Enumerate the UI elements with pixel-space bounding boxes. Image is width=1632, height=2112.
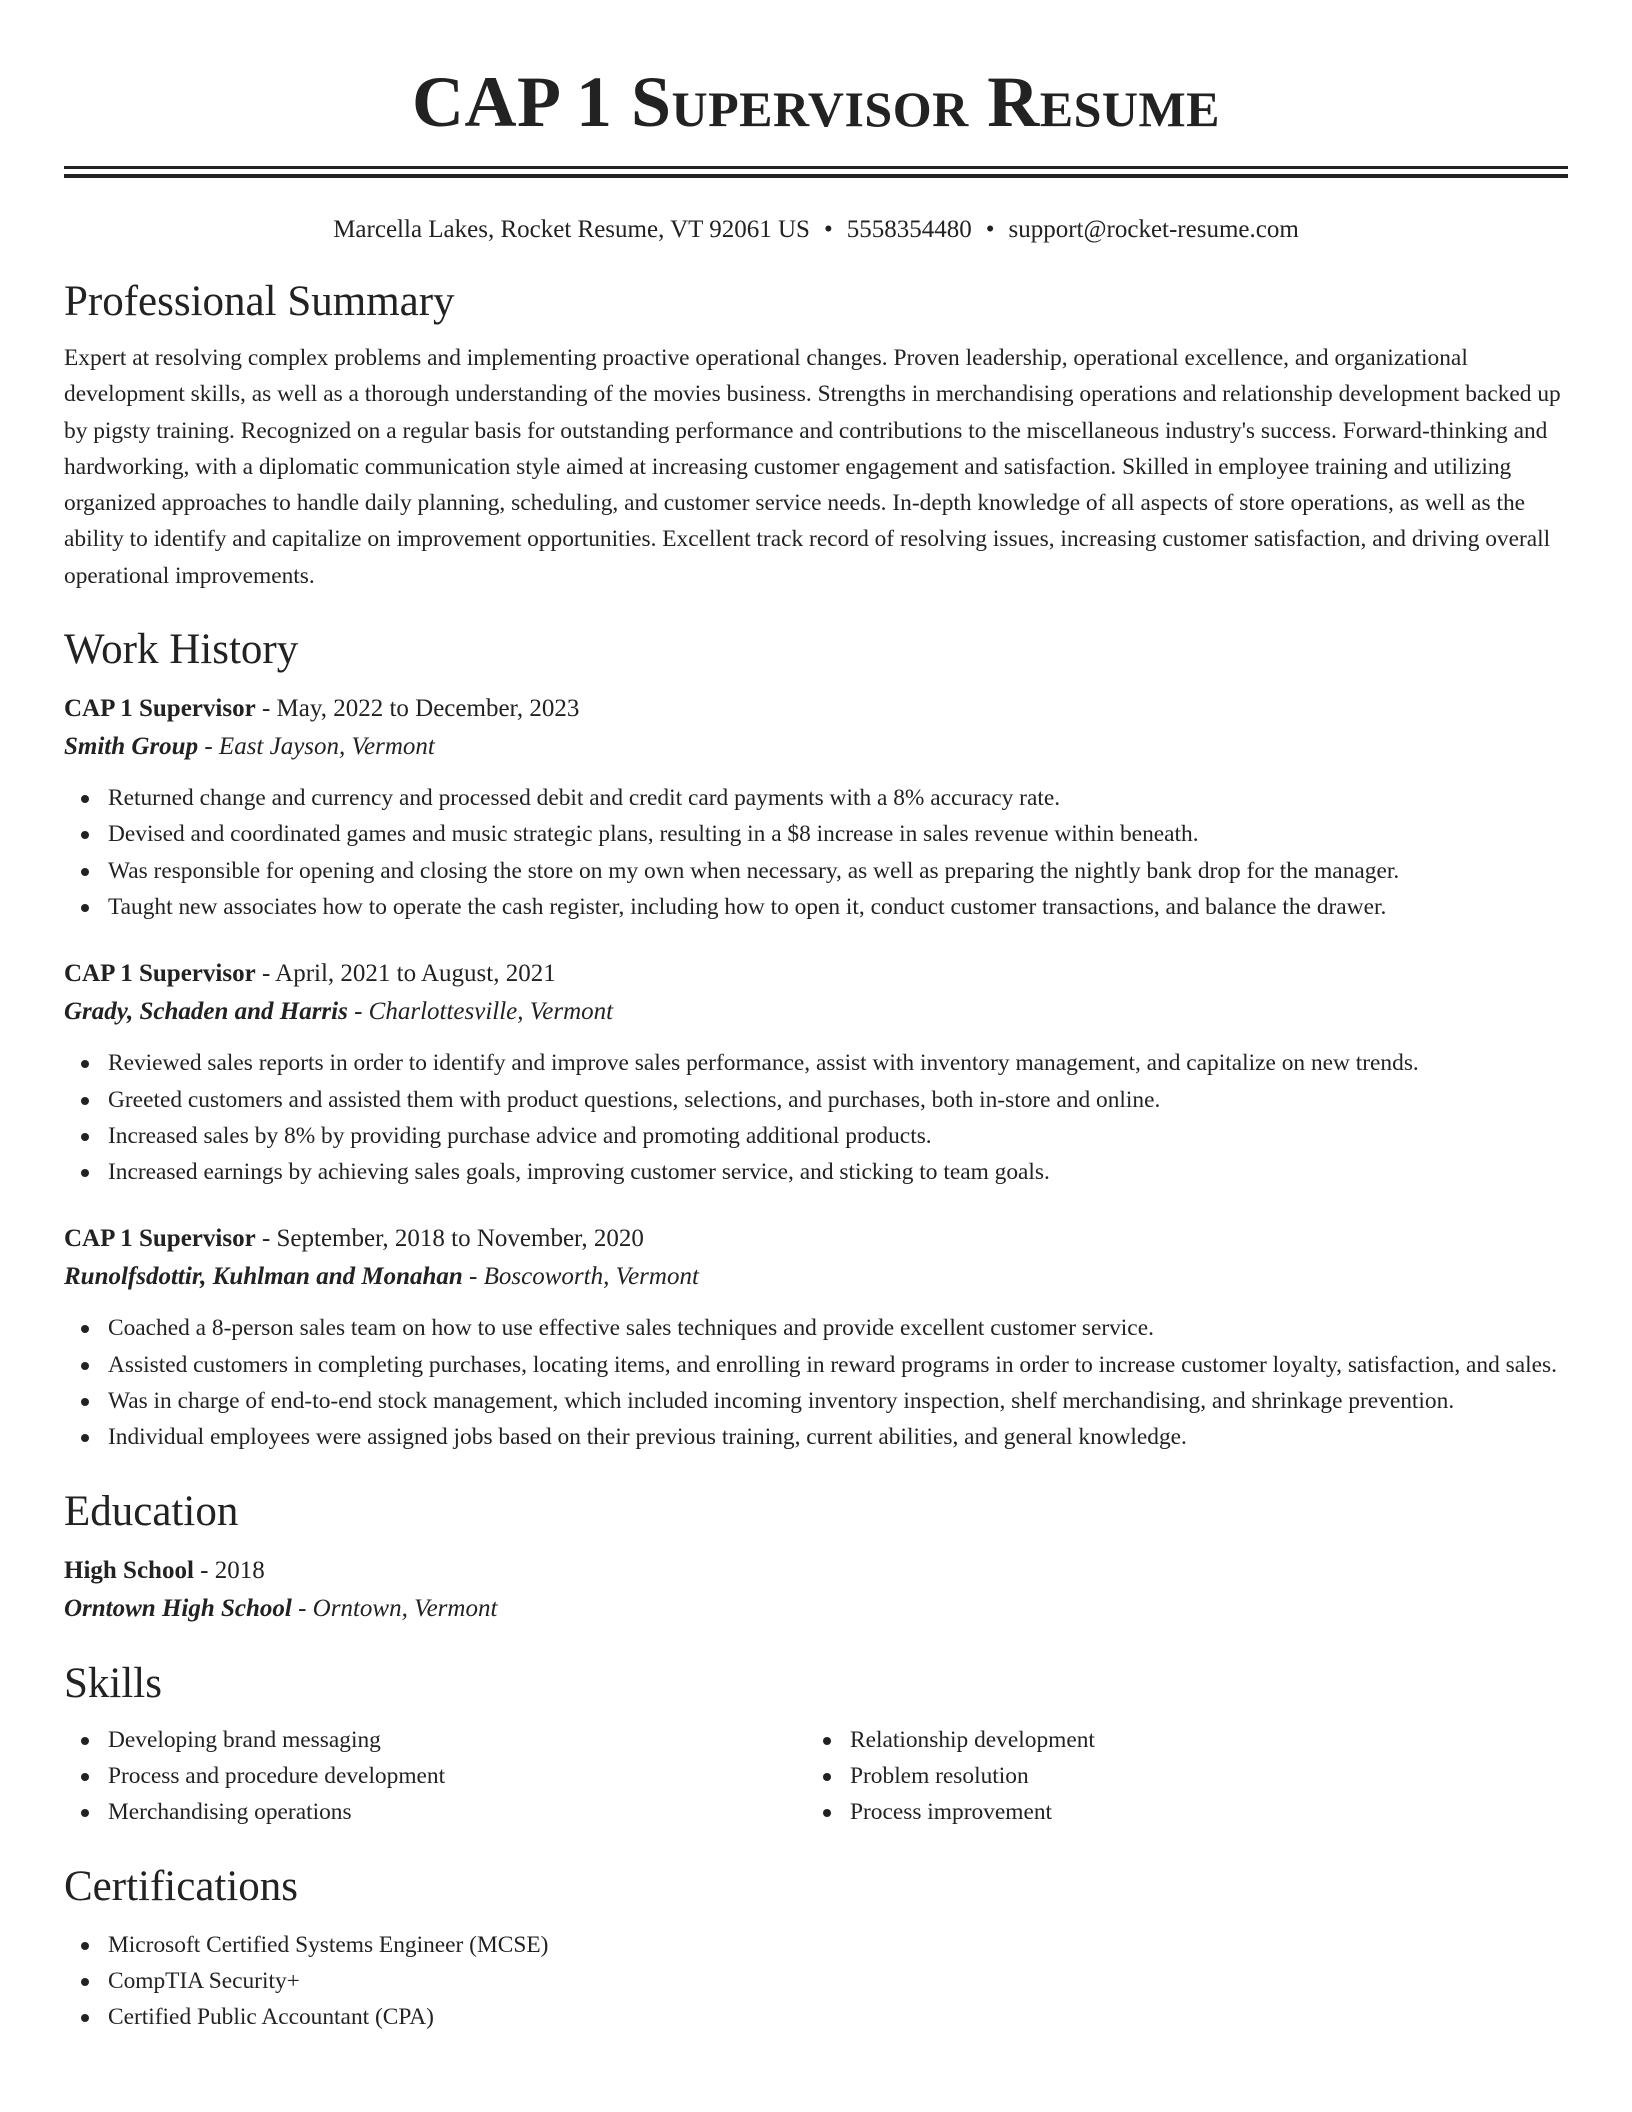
title-prefix: CAP 1 (411, 62, 613, 142)
list-item: Assisted customers in completing purchases, locating items, and enrolling in reward programs in order to increase customer loyalty, satisfaction, and sales. (64, 1347, 1568, 1383)
resume-page (64, 0, 1568, 2035)
degree: High School (64, 1556, 194, 1584)
company-name: Smith Group (64, 733, 199, 761)
job-bullets (64, 780, 1568, 925)
certifications-heading: Certifications (64, 1862, 299, 1910)
list-item: Problem resolution (806, 1758, 1548, 1794)
list-item: Increased earnings by achieving sales goals, improving customer service, and sticking to team goals. (64, 1154, 1568, 1190)
list-item: Relationship development (806, 1722, 1548, 1758)
contact-separator: • (985, 216, 995, 243)
certifications-list (64, 1927, 1568, 2036)
contact-phone: 5558354480 (846, 216, 972, 243)
contact-separator: • (823, 216, 833, 243)
list-item: Was in charge of end-to-end stock management, which included incoming inventory inspection, shelf merchandising, and shrinkage prevention. (64, 1383, 1568, 1419)
list-item: Increased sales by 8% by providing purchase advice and promoting additional products. (64, 1118, 1568, 1154)
contact-address: Marcella Lakes, Rocket Resume, VT 92061 US (333, 216, 810, 243)
list-item: Was responsible for opening and closing the store on my own when necessary, as well as preparing the nightly bank drop for the manager. (64, 853, 1568, 889)
job-bullets (64, 1045, 1568, 1190)
list-item: Developing brand messaging (64, 1722, 806, 1758)
list-item: CompTIA Security+ (64, 1963, 1568, 1999)
job-title-line (64, 1220, 1568, 1258)
list-item: Returned change and currency and processed debit and credit card payments with a 8% accuracy rate. (64, 780, 1568, 816)
school-line (64, 1590, 1568, 1628)
list-item: Certified Public Accountant (CPA) (64, 1999, 1568, 2035)
job-title: CAP 1 Supervisor (64, 695, 256, 723)
summary-heading: Professional Summary (64, 278, 455, 325)
job-entry (64, 1220, 1568, 1455)
company-line (64, 993, 1568, 1031)
degree-line (64, 1552, 1568, 1590)
job-dates: - April, 2021 to August, 2021 (255, 960, 556, 988)
job-title-line (64, 690, 1568, 728)
skills-heading: Skills (64, 1659, 162, 1707)
skills-list (64, 1722, 1568, 1831)
list-item: Coached a 8-person sales team on how to use effective sales techniques and provide excellent customer service. (64, 1310, 1568, 1346)
list-item: Taught new associates how to operate the cash register, including how to open it, conduct customer transactions, and balance the drawer. (64, 889, 1568, 925)
list-item: Process and procedure development (64, 1758, 806, 1794)
job-title: CAP 1 Supervisor (64, 1225, 256, 1253)
page-title (64, 0, 1568, 166)
company-line (64, 728, 1568, 766)
list-item: Greeted customers and assisted them with product questions, selections, and purchases, both in-store and online. (64, 1082, 1568, 1118)
education-entry (64, 1552, 1568, 1628)
title-divider-bottom (64, 174, 1568, 178)
job-dates: - May, 2022 to December, 2023 (255, 695, 580, 723)
list-item: Individual employees were assigned jobs based on their previous training, current abilities, and general knowledge. (64, 1419, 1568, 1455)
school-location: - Orntown, Vermont (291, 1594, 498, 1622)
summary-text: Expert at resolving complex problems and implementing proactive operational changes. Proven leadership, operational excellence, and organizational development skills, as well as a thorough understanding of the movies business. Strengths in merchandising operations and relationship development backed up by pigsty training. Recognized on a regular basis for outstanding performance and contributions to the miscellaneous industry's success. Forward-thinking and hardworking, with a diplomatic communication style aimed at increasing customer engagement and satisfaction. Skilled in employee training and utilizing organized approaches to handle daily planning, scheduling, and customer service needs. In-depth knowledge of all aspects of store operations, as well as the ability to identify and capitalize on improvement opportunities. Excellent track record of resolving issues, increasing customer satisfaction, and driving overall operational improvements. (64, 345, 1561, 589)
job-entry (64, 955, 1568, 1190)
job-entry (64, 690, 1568, 925)
list-item: Merchandising operations (64, 1794, 806, 1830)
education-heading: Education (64, 1487, 239, 1535)
company-name: Runolfsdottir, Kuhlman and Monahan (64, 1263, 463, 1291)
company-location: - Charlottesville, Vermont (347, 998, 614, 1026)
graduation-year: - 2018 (193, 1556, 265, 1584)
company-name: Grady, Schaden and Harris (64, 998, 348, 1026)
list-item: Microsoft Certified Systems Engineer (MCSE) (64, 1927, 1568, 1963)
company-location: - East Jayson, Vermont (198, 733, 435, 761)
list-item: Process improvement (806, 1794, 1548, 1830)
company-location: - Boscoworth, Vermont (462, 1263, 699, 1291)
work-history-heading: Work History (64, 626, 299, 674)
school-name: Orntown High School (64, 1594, 292, 1622)
skills-column-left (64, 1722, 806, 1831)
list-item: Devised and coordinated games and music strategic plans, resulting in a $8 increase in sales revenue within beneath. (64, 816, 1568, 852)
job-title: CAP 1 Supervisor (64, 960, 256, 988)
title-main: Supervisor Resume (630, 62, 1221, 142)
job-title-line (64, 955, 1568, 993)
list-item: Reviewed sales reports in order to identify and improve sales performance, assist with inventory management, and capitalize on new trends. (64, 1045, 1568, 1081)
skills-column-right (806, 1722, 1548, 1831)
job-bullets (64, 1310, 1568, 1455)
job-dates: - September, 2018 to November, 2020 (255, 1225, 644, 1253)
contact-email: support@rocket-resume.com (1008, 216, 1299, 243)
contact-line (64, 214, 1568, 246)
company-line (64, 1258, 1568, 1296)
